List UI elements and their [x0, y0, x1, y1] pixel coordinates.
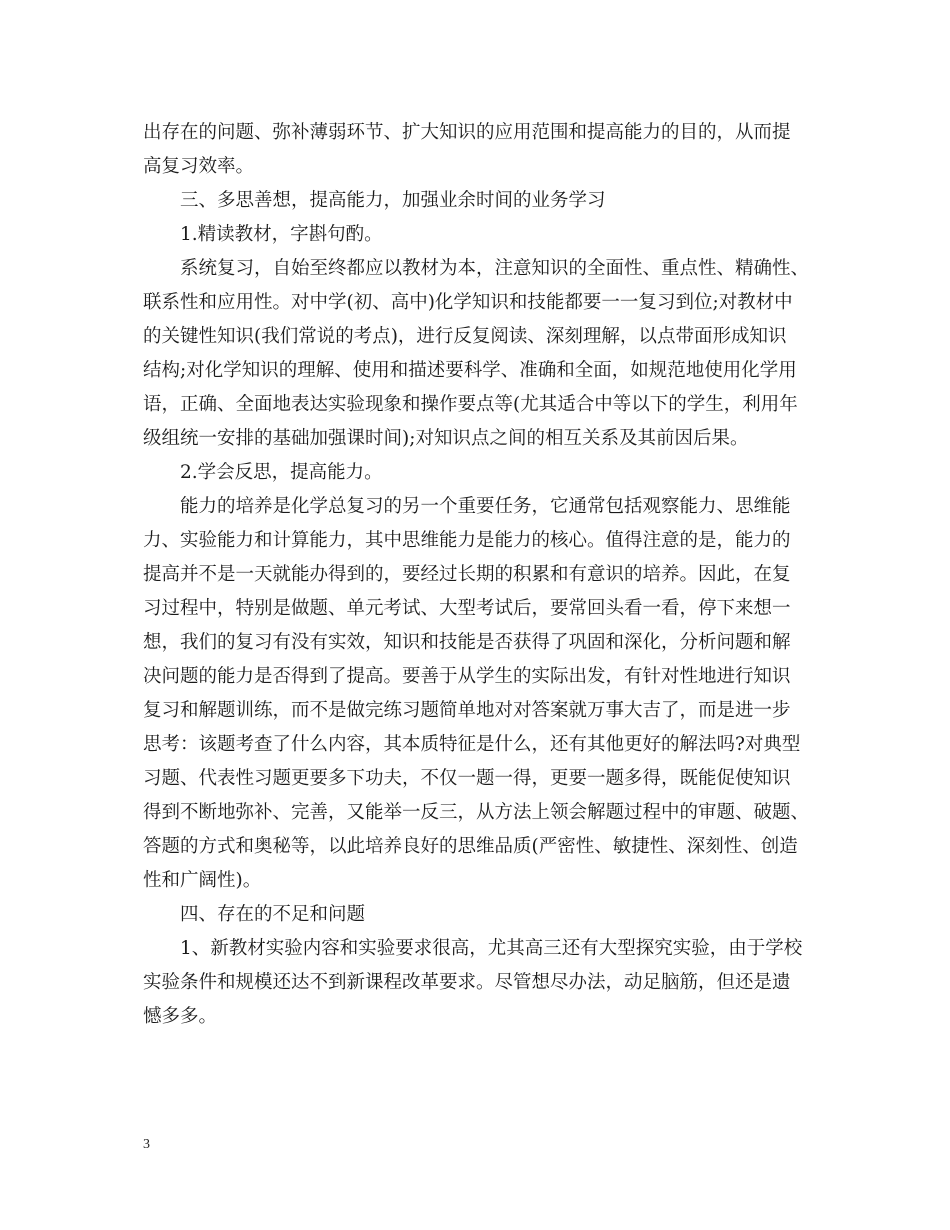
paragraph-problems: 1、新教材实验内容和实验要求很高，尤其高三还有大型探究实验，由于学校 实验条件和规模还达不到新课程改革要求。尽管想尽办法，动足脑筋，但还是遗 憾多多。 — [143, 938, 803, 1027]
document-body — [143, 116, 815, 1034]
section-heading-4: 四、存在的不足和问题 — [180, 904, 366, 925]
paragraph-textbook-review: 系统复习，自始至终都应以教材为本，注意知识的全面性、重点性、精确性、 联系性和应用性。对中学(初、高中)化学知识和技能都要一一复习到位;对教材中 的关键性知识(我们常说的考点)，进行反复阅读、深刻理解，以点带面形成知识 结构;对化学知识的理解、使用和描述要科学、准确和全面，如规范地使用化学用 语，正确、全面地表达实验现象和操作要点等(尤其适合中等以下的学生，利用年 级组统一安排的基础加强课时间);对知识点之间的相互关系及其前因后果。 — [143, 258, 810, 449]
subheading-2: 2.学会反思，提高能力。 — [180, 462, 383, 483]
paragraph-continuation: 出存在的问题、弥补薄弱环节、扩大知识的应用范围和提高能力的目的，从而提 高复习效率。 — [143, 122, 791, 177]
subheading-1: 1.精读教材，字斟句酌。 — [180, 224, 383, 245]
section-heading-3: 三、多思善想，提高能力，加强业余时间的业务学习 — [180, 190, 606, 211]
paragraph-ability-training: 能力的培养是化学总复习的另一个重要任务，它通常包括观察能力、思维能 力、实验能力和计算能力，其中思维能力是能力的核心。值得注意的是，能力的 提高并不是一天就能办得到的，要经过长期的积累和有意识的培养。因此，在复 习过程中，特别是做题、单元考试、大型考试后，要常回头看一看，停下来想一 想，我们的复习有没有实效，知识和技能是否获得了巩固和深化，分析问题和解 决问题的能力是否得到了提高。要善于从学生的实际出发，有针对性地进行知识 复习和解题训练，而不是做完练习题简单地对对答案就万事大吉了，而是进一步 思考：该题考查了什么内容，其本质特征是什么，还有其他更好的解法吗?对典型 习题、代表性习题更要多下功夫，不仅一题一得，更要一题多得，既能促使知识 得到不断地弥补、完善，又能举一反三，从方法上领会解题过程中的审题、破题、 答题的方式和奥秘等，以此培养良好的思维品质(严密性、敏捷性、深刻性、创造 性和广阔性)。 — [143, 496, 810, 891]
page-number: 3 — [143, 1137, 150, 1152]
